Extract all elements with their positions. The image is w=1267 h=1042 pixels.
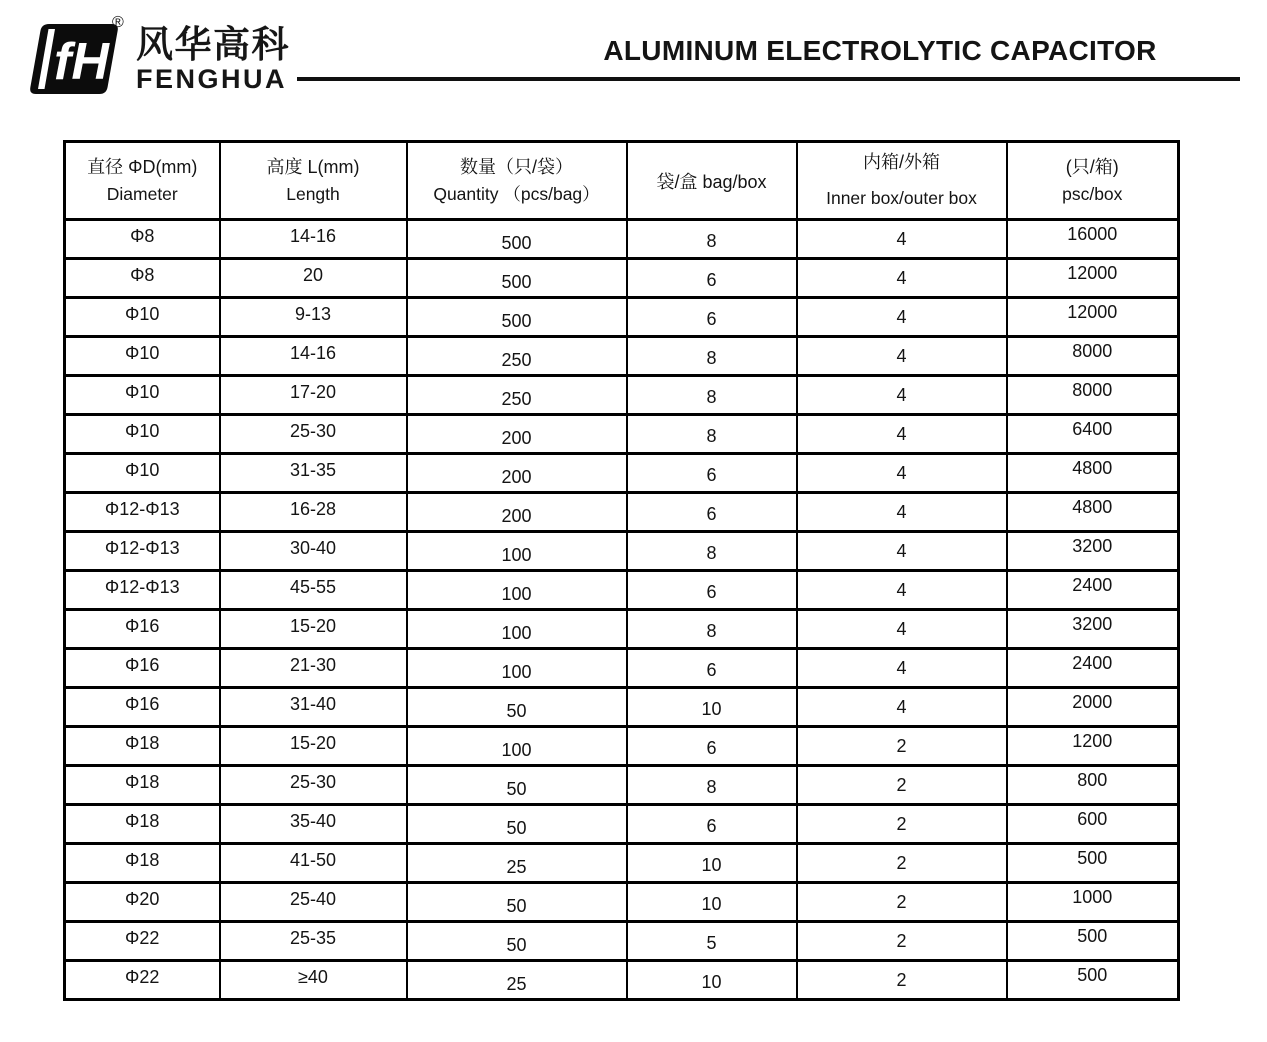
table-cell: 25-35 (220, 922, 407, 961)
col-header-psc-box-cn: (只/箱) (1065, 156, 1119, 177)
col-header-diameter (65, 142, 220, 220)
col-header-length-en: Length (286, 183, 340, 204)
table-cell: 4 (797, 259, 1007, 298)
col-header-quantity-cn: 数量（只/袋） (459, 156, 573, 177)
table-cell: 50 (407, 766, 627, 805)
table-cell: 4 (797, 454, 1007, 493)
table-row (65, 610, 1179, 649)
table-cell: Φ12-Φ13 (65, 493, 220, 532)
table-cell: 4 (797, 571, 1007, 610)
table-body (65, 220, 1179, 1000)
table-cell: 4 (797, 610, 1007, 649)
table-cell: Φ18 (65, 844, 220, 883)
table-cell: Φ16 (65, 649, 220, 688)
table-cell: 41-50 (220, 844, 407, 883)
table-row (65, 727, 1179, 766)
col-header-quantity (407, 142, 627, 220)
fenghua-logo-icon (28, 22, 120, 96)
registered-trademark: ® (112, 14, 124, 31)
table-row (65, 883, 1179, 922)
table-cell: Φ10 (65, 415, 220, 454)
table-row (65, 805, 1179, 844)
col-header-length (220, 142, 407, 220)
table-cell: Φ20 (65, 883, 220, 922)
table-cell: 200 (407, 493, 627, 532)
table-cell: 25-40 (220, 883, 407, 922)
table-cell: 2 (797, 961, 1007, 1000)
table-row (65, 415, 1179, 454)
table-cell: 2 (797, 844, 1007, 883)
table-cell: 4800 (1007, 454, 1179, 493)
table-cell: Φ22 (65, 961, 220, 1000)
packing-table (63, 140, 1180, 1001)
table-cell: Φ18 (65, 766, 220, 805)
table-cell: 100 (407, 649, 627, 688)
table-cell: 100 (407, 532, 627, 571)
table-cell: Φ10 (65, 454, 220, 493)
table-cell: 12000 (1007, 298, 1179, 337)
table-cell: Φ16 (65, 610, 220, 649)
table-cell: 4 (797, 688, 1007, 727)
table-cell: 5 (627, 922, 797, 961)
col-header-bag-box-label: 袋/盒 bag/box (656, 171, 767, 192)
table-cell: Φ10 (65, 298, 220, 337)
table-cell: 4 (797, 415, 1007, 454)
table-cell: 15-20 (220, 727, 407, 766)
table-cell: 2 (797, 805, 1007, 844)
table-cell: 2 (797, 727, 1007, 766)
brand-name-chinese: 风华高科 (136, 24, 290, 65)
table-cell: 800 (1007, 766, 1179, 805)
table-cell: 2400 (1007, 649, 1179, 688)
table-cell: 16000 (1007, 220, 1179, 259)
table-row (65, 454, 1179, 493)
table-cell: ≥40 (220, 961, 407, 1000)
table-cell: 6400 (1007, 415, 1179, 454)
table-cell: 3200 (1007, 532, 1179, 571)
table-cell: 50 (407, 688, 627, 727)
logo-mark-icon (28, 22, 120, 96)
table-cell: Φ22 (65, 922, 220, 961)
table-row (65, 961, 1179, 1000)
table-row (65, 571, 1179, 610)
table-cell: 500 (1007, 961, 1179, 1000)
table-row (65, 493, 1179, 532)
col-header-diameter-cn: 直径 ΦD(mm) (87, 156, 198, 177)
table-cell: 4 (797, 220, 1007, 259)
table-cell: 2 (797, 766, 1007, 805)
table-cell: Φ18 (65, 727, 220, 766)
table-cell: 14-16 (220, 220, 407, 259)
table-cell: 45-55 (220, 571, 407, 610)
table-cell: 4 (797, 298, 1007, 337)
col-header-diameter-en: Diameter (106, 183, 178, 204)
table-cell: Φ12-Φ13 (65, 571, 220, 610)
table-cell: 4 (797, 337, 1007, 376)
table-cell: 15-20 (220, 610, 407, 649)
table-cell: 50 (407, 805, 627, 844)
table-row (65, 532, 1179, 571)
table-cell: 6 (627, 493, 797, 532)
table-cell: 6 (627, 649, 797, 688)
table-cell: 8 (627, 610, 797, 649)
col-header-inner-outer-box-en: Inner box/outer box (826, 188, 977, 208)
table-cell: 50 (407, 922, 627, 961)
table-cell: Φ8 (65, 259, 220, 298)
table-cell: 20 (220, 259, 407, 298)
table-cell: 4800 (1007, 493, 1179, 532)
table-cell: 4 (797, 649, 1007, 688)
table-cell: Φ10 (65, 337, 220, 376)
logo-monogram: fH (54, 33, 109, 91)
table-cell: 25-30 (220, 415, 407, 454)
table-cell: 8 (627, 415, 797, 454)
table-cell: 500 (407, 298, 627, 337)
table-cell: 10 (627, 688, 797, 727)
table-cell: 2 (797, 922, 1007, 961)
col-header-inner-outer-box-cn: 内箱/外箱 (862, 152, 940, 172)
table-cell: 250 (407, 337, 627, 376)
table-cell: 1000 (1007, 883, 1179, 922)
table-cell: 16-28 (220, 493, 407, 532)
table-cell: 2000 (1007, 688, 1179, 727)
table-cell: Φ18 (65, 805, 220, 844)
table-cell: 50 (407, 883, 627, 922)
table-cell: 2 (797, 883, 1007, 922)
table-cell: 10 (627, 844, 797, 883)
table-cell: 25 (407, 961, 627, 1000)
table-cell: Φ10 (65, 376, 220, 415)
col-header-psc-box-en: psc/box (1062, 183, 1123, 204)
table-cell: 10 (627, 883, 797, 922)
table-cell: 500 (1007, 922, 1179, 961)
table-cell: 25-30 (220, 766, 407, 805)
table-cell: Φ12-Φ13 (65, 532, 220, 571)
table-cell: 3200 (1007, 610, 1179, 649)
table-cell: 14-16 (220, 337, 407, 376)
brand-block (136, 26, 290, 93)
col-header-length-cn: 高度 L(mm) (266, 156, 360, 177)
table-row (65, 922, 1179, 961)
table-cell: 35-40 (220, 805, 407, 844)
table-cell: 4 (797, 376, 1007, 415)
table-cell: 6 (627, 298, 797, 337)
table-cell: 8 (627, 220, 797, 259)
table-cell: 8000 (1007, 376, 1179, 415)
table-row (65, 376, 1179, 415)
table-cell: 6 (627, 259, 797, 298)
table-cell: 1200 (1007, 727, 1179, 766)
table-cell: 100 (407, 727, 627, 766)
brand-name-english: FENGHUA (136, 64, 287, 94)
table-cell: 600 (1007, 805, 1179, 844)
table-cell: 6 (627, 571, 797, 610)
table-cell: 500 (1007, 844, 1179, 883)
table-cell: 4 (797, 532, 1007, 571)
table-cell: 10 (627, 961, 797, 1000)
col-header-inner-outer-box (797, 142, 1007, 220)
table-cell: 200 (407, 415, 627, 454)
col-header-quantity-en: Quantity （pcs/bag） (433, 183, 600, 204)
table-cell: 4 (797, 493, 1007, 532)
table-cell: Φ16 (65, 688, 220, 727)
table-cell: 12000 (1007, 259, 1179, 298)
table-row (65, 844, 1179, 883)
table-cell: 2400 (1007, 571, 1179, 610)
table-cell: 9-13 (220, 298, 407, 337)
table-cell: 21-30 (220, 649, 407, 688)
table-cell: 17-20 (220, 376, 407, 415)
table-row (65, 298, 1179, 337)
col-header-bag-box (627, 142, 797, 220)
table-row (65, 220, 1179, 259)
table-row (65, 766, 1179, 805)
table-cell: 250 (407, 376, 627, 415)
col-header-psc-box (1007, 142, 1179, 220)
table-cell: 8 (627, 766, 797, 805)
table-row (65, 259, 1179, 298)
table-header-row (65, 142, 1179, 220)
table-cell: 30-40 (220, 532, 407, 571)
table-cell: 25 (407, 844, 627, 883)
table-cell: 500 (407, 220, 627, 259)
table-cell: 8 (627, 337, 797, 376)
table-row (65, 337, 1179, 376)
title-underline (297, 77, 1240, 81)
table-cell: Φ8 (65, 220, 220, 259)
table-row (65, 649, 1179, 688)
table-cell: 200 (407, 454, 627, 493)
table-cell: 100 (407, 610, 627, 649)
table-cell: 8000 (1007, 337, 1179, 376)
table-cell: 6 (627, 805, 797, 844)
table-cell: 6 (627, 454, 797, 493)
table-cell: 31-35 (220, 454, 407, 493)
table-cell: 100 (407, 571, 627, 610)
table-row (65, 688, 1179, 727)
table-cell: 500 (407, 259, 627, 298)
page-title: ALUMINUM ELECTROLYTIC CAPACITOR (603, 35, 1157, 66)
table-cell: 8 (627, 376, 797, 415)
table-cell: 31-40 (220, 688, 407, 727)
table-cell: 6 (627, 727, 797, 766)
table-cell: 8 (627, 532, 797, 571)
